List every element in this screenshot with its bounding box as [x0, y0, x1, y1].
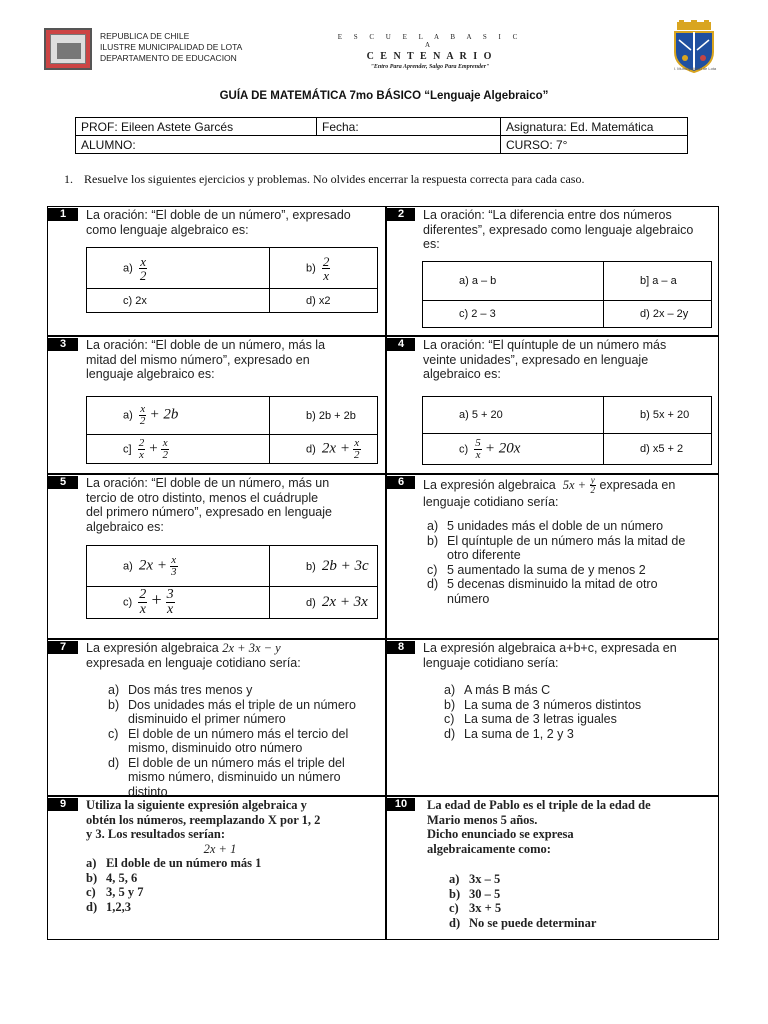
- question-number: 1: [48, 208, 78, 221]
- question-text: [86, 641, 381, 670]
- option-a[interactable]: a) 5 + 20: [423, 397, 604, 434]
- school-header: [330, 33, 530, 70]
- school-motto: "Entro Para Aprender, Salgo Para Emprender": [370, 64, 490, 70]
- question-text: [86, 208, 381, 237]
- option-b[interactable]: b) El quíntuple de un número más la mitad de otro diferente: [427, 533, 686, 562]
- option-d[interactable]: d) x5 + 2: [604, 434, 712, 465]
- options-table: [86, 247, 378, 313]
- school-logo: [44, 28, 92, 70]
- option-d[interactable]: d) 5 decenas disminuido la mitad de otro número: [427, 577, 658, 606]
- option-c[interactable]: c) 5 aumentado la suma de y menos 2: [427, 562, 646, 577]
- option-d[interactable]: d) 1,2,3: [86, 899, 131, 914]
- fraction: $\frac{5}{x}$: [475, 436, 481, 461]
- question-1: [48, 207, 385, 335]
- options-table: [422, 396, 712, 465]
- teacher-cell: PROF: Eileen Astete Garcés: [76, 118, 317, 136]
- options-table: [86, 545, 378, 619]
- question-number: 9: [48, 798, 78, 811]
- question-line: obtén los números, reemplazando X por 1, 2: [86, 812, 321, 827]
- option-a[interactable]: a) a – b: [423, 262, 604, 301]
- institution-block: [100, 31, 242, 64]
- question-line: La oración: “El doble de un número, más un: [86, 476, 330, 490]
- option-c[interactable]: c) $\frac{2}{x}$ + $\frac{3}{x}$: [87, 587, 270, 619]
- question-9: [48, 797, 385, 939]
- question-line: expresada en lenguaje cotidiano sería:: [86, 655, 301, 670]
- institution-line-3: DEPARTAMENTO DE EDUCACION: [100, 53, 237, 63]
- question-line: veinte unidades”, expresado en lenguaje: [423, 352, 649, 367]
- option-c[interactable]: c) $\frac{5}{x}$ + 20x: [423, 434, 604, 465]
- question-text: [423, 338, 715, 382]
- question-line: Mario menos 5 años.: [427, 812, 538, 827]
- option-b[interactable]: b) 4, 5, 6: [86, 870, 138, 885]
- question-line: es:: [423, 237, 440, 251]
- question-text: [423, 476, 715, 510]
- question-text: [86, 476, 381, 534]
- fraction: $\frac{x}{2}$: [162, 436, 168, 461]
- questions-grid: [47, 206, 719, 940]
- options-list: [444, 683, 704, 741]
- question-text: [423, 641, 715, 670]
- question-line: mitad del mismo número”, expresado en: [86, 352, 310, 367]
- option-b[interactable]: b) Dos unidades más el triple de un número disminuido el primer número: [108, 697, 356, 726]
- option-a[interactable]: a) Dos más tres menos y: [108, 683, 253, 697]
- question-8: [387, 640, 718, 795]
- fraction: $\frac{2}{x}$: [322, 253, 330, 283]
- option-c[interactable]: c] $\frac{2}{x}$ + $\frac{x}{2}$: [87, 435, 270, 464]
- question-line: La expresión algebraica a+b+c, expresada en: [423, 641, 677, 655]
- fraction: $\frac{3}{x}$: [166, 587, 174, 617]
- question-line: lenguaje cotidiano sería:: [423, 495, 559, 509]
- question-number: 10: [387, 798, 415, 811]
- question-line: Dicho enunciado se expresa: [427, 827, 574, 841]
- question-text: [86, 338, 381, 382]
- question-line: La expresión algebraica 5x + $\frac{y}{2}$ expresada en: [423, 475, 676, 495]
- question-number: 5: [48, 476, 78, 489]
- question-line: Utiliza la siguiente expresión algebraica y: [86, 798, 307, 812]
- fraction: $\frac{y}{2}$: [590, 475, 596, 495]
- date-cell[interactable]: Fecha:: [317, 118, 501, 136]
- question-7: [48, 640, 385, 799]
- student-name-cell[interactable]: ALUMNO:: [76, 136, 501, 154]
- option-b[interactable]: b) 2b + 2b: [270, 397, 378, 435]
- option-c[interactable]: c) 3x + 5: [449, 901, 502, 915]
- question-number: 6: [387, 476, 415, 489]
- question-line: La oración: “La diferencia entre dos números: [423, 208, 672, 222]
- question-line: del primero número”, expresado en lenguaje: [86, 505, 332, 519]
- option-c[interactable]: c) 2 – 3: [423, 301, 604, 328]
- option-d[interactable]: d) 2x – 2y: [604, 301, 712, 328]
- question-line: La oración: “El doble de un número, más la: [86, 338, 326, 352]
- option-b[interactable]: b) 30 – 5: [449, 886, 501, 901]
- question-2: [387, 207, 718, 335]
- question-line: La oración: “El quíntuple de un número más: [423, 338, 667, 352]
- option-b[interactable]: b] a – a: [604, 262, 712, 301]
- option-d[interactable]: d) 2x + $\frac{x}{2}$: [270, 435, 378, 464]
- option-a[interactable]: a) 5 unidades más el doble de un número: [427, 519, 664, 533]
- option-c[interactable]: c) 2x: [87, 289, 270, 313]
- fraction: $\frac{x}{2}$: [139, 403, 146, 427]
- options-table: [86, 396, 378, 464]
- question-line: lenguaje algebraico es:: [86, 367, 215, 381]
- fraction: $\frac{x}{2}$: [354, 436, 360, 461]
- question-text: [86, 798, 384, 856]
- option-d[interactable]: d) La suma de 1, 2 y 3: [444, 726, 574, 741]
- question-line: diferentes”, expresado como lenguaje algebraico: [423, 222, 694, 237]
- institution-line-2: ILUSTRE MUNICIPALIDAD DE LOTA: [100, 42, 243, 52]
- option-a[interactable]: a) A más B más C: [444, 683, 551, 697]
- fraction: $\frac{2}{x}$: [138, 436, 145, 461]
- school-type: E S C U E L A B A S I C A: [337, 33, 523, 49]
- options-list: [427, 519, 692, 606]
- question-line: La edad de Pablo es el triple de la edad de: [427, 798, 651, 812]
- option-b[interactable]: b) 2b + 3c: [270, 546, 378, 587]
- question-line: algebraico es:: [423, 367, 501, 381]
- option-b[interactable]: b) $\frac{2}{x}$: [270, 248, 378, 289]
- question-number: 8: [387, 641, 415, 654]
- question-text: [427, 798, 717, 856]
- question-10: [387, 797, 718, 939]
- question-5: [48, 475, 385, 638]
- option-b[interactable]: b) La suma de 3 números distintos: [444, 697, 642, 712]
- fraction: $\frac{2}{x}$: [139, 587, 147, 617]
- instruction: [64, 172, 584, 187]
- option-c[interactable]: c) 3, 5 y 7: [86, 885, 144, 899]
- question-number: 7: [48, 641, 78, 654]
- options-list: [449, 872, 699, 930]
- question-line: como lenguaje algebraico es:: [86, 222, 249, 237]
- options-table: [422, 261, 712, 328]
- page-title: GUÍA DE MATEMÁTICA 7mo BÁSICO “Lenguaje Algebraico”: [219, 90, 549, 102]
- instruction-text: Resuelve los siguientes ejercicios y problemas. No olvides encerrar la respuesta correcta para cada caso.: [84, 172, 585, 186]
- fraction: $\frac{x}{2}$: [139, 253, 147, 283]
- question-line: tercio de otro distinto, menos el cuádruple: [86, 490, 319, 505]
- question-line: lenguaje cotidiano sería:: [423, 655, 559, 670]
- question-line: y 3. Los resultados serían:: [86, 827, 226, 841]
- question-4: [387, 337, 718, 473]
- option-a[interactable]: a) $\frac{x}{2}$: [87, 248, 270, 289]
- student-info-table: [75, 117, 688, 154]
- question-line: algebraicamente como:: [427, 841, 551, 856]
- question-number: 2: [387, 208, 415, 221]
- option-a[interactable]: a) $\frac{x}{2}$ + 2b: [87, 397, 270, 435]
- expression: 2x + 1: [203, 841, 237, 856]
- fraction: $\frac{x}{3}$: [171, 553, 177, 578]
- option-d[interactable]: d) No se puede determinar: [449, 915, 597, 930]
- question-6: [387, 475, 718, 638]
- option-a[interactable]: a) 3x – 5: [449, 872, 501, 886]
- question-number: 4: [387, 338, 415, 351]
- municipality-caption: I. Municipalidad de Lota: [673, 66, 717, 71]
- options-list: [86, 856, 376, 914]
- option-d[interactable]: d) 2x + 3x: [270, 587, 378, 619]
- instruction-number: 1.: [64, 172, 73, 186]
- option-a[interactable]: a) 2x + $\frac{x}{3}$: [87, 546, 270, 587]
- option-a[interactable]: a) El doble de un número más 1: [86, 856, 262, 870]
- option-b[interactable]: b) 5x + 20: [604, 397, 712, 434]
- option-d[interactable]: d) x2: [270, 289, 378, 313]
- question-text: [423, 208, 715, 252]
- option-c[interactable]: c) La suma de 3 letras iguales: [444, 712, 617, 726]
- question-3: [48, 337, 385, 473]
- subject-cell: Asignatura: Ed. Matemática: [501, 118, 688, 136]
- institution-line-1: REPUBLICA DE CHILE: [100, 31, 190, 41]
- school-name: C E N T E N A R I O: [366, 51, 494, 62]
- options-list: [108, 683, 378, 799]
- option-d[interactable]: d) El doble de un número más el triple del mismo número, disminuido un número distinto: [108, 755, 345, 799]
- question-line: algebraico es:: [86, 519, 164, 534]
- question-line: La expresión algebraica 2x + 3x − y: [86, 641, 281, 655]
- grade-cell: CURSO: 7°: [501, 136, 688, 154]
- question-number: 3: [48, 338, 78, 351]
- option-c[interactable]: c) El doble de un número más el tercio del mismo, disminuido otro número: [108, 726, 349, 755]
- question-line: La oración: “El doble de un número”, expresado: [86, 208, 351, 222]
